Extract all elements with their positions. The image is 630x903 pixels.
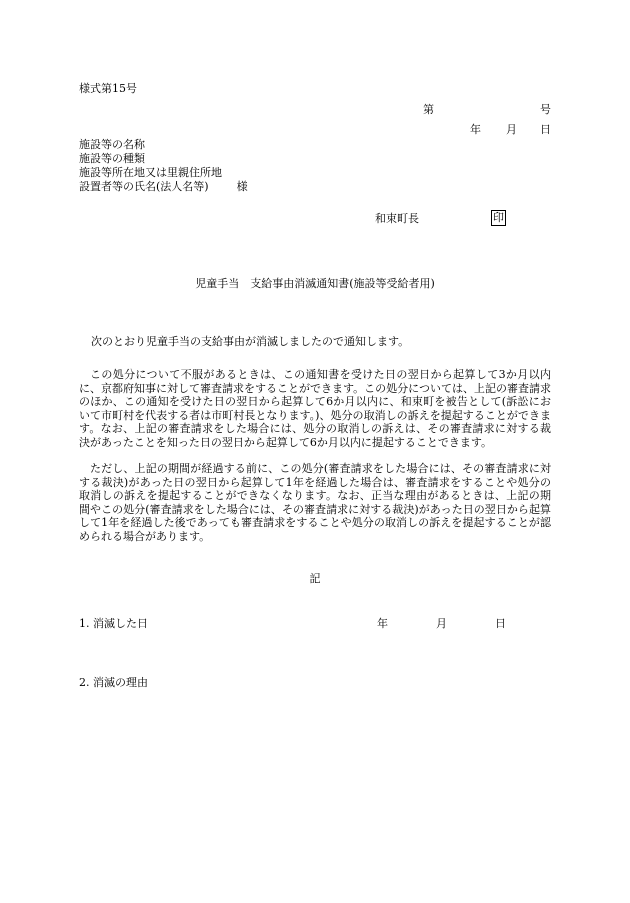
facility-name-label: 施設等の名称 bbox=[79, 138, 145, 151]
honorific: 様 bbox=[236, 180, 248, 193]
date-month-label: 月 bbox=[506, 123, 517, 136]
date-day-label: 日 bbox=[540, 123, 551, 136]
founder-line bbox=[79, 180, 248, 194]
appeal-paragraph-2: ただし、上記の期間が経過する前に、この処分(審査請求をした場合には、その審査請求に対する裁決)があった日の翌日から起算して1年を経過した場合は、審査請求をすることや処分の取消しの訴えを提起することができなくなります。なお、正当な理由があるときは、上記の期間やこの処分(審査請求をした場合には、その審査請求に対する裁決)があった日の翌日から起算して1年を経過した後であっても審査請求をすることや処分の取消しの訴えを提起することが認められる場合があります。 bbox=[79, 462, 551, 543]
item1-year-label: 年 bbox=[377, 617, 388, 630]
facility-address-label: 施設等所在地又は里親住所地 bbox=[79, 166, 222, 179]
doc-number-prefix: 第 bbox=[423, 103, 434, 116]
addressee-block bbox=[79, 138, 248, 194]
facility-type-label: 施設等の種類 bbox=[79, 152, 145, 165]
date-year-label: 年 bbox=[470, 123, 481, 136]
issuer-name: 和束町長 bbox=[375, 212, 419, 225]
seal-mark: 印 bbox=[493, 211, 504, 224]
item1-day-label: 日 bbox=[495, 617, 506, 630]
appeal-paragraph-1: この処分について不服があるときは、この通知書を受けた日の翌日から起算して3か月以内に、京都府知事に対して審査請求をすることができます。この処分については、上記の審査請求のほか、この通知を受けた日の翌日から起算して6か月以内に、和束町を被告として(訴訟において市町村を代表する者は市町村長となります。)、処分の取消しの訴えを提起することができます。なお、上記の審査請求をした場合には、処分の取消しの訴えは、その審査請求に対する裁決があったことを知った日の翌日から起算して6か月以内に提起することできます。 bbox=[79, 368, 551, 449]
doc-number-suffix: 号 bbox=[540, 103, 551, 116]
item1-month-label: 月 bbox=[436, 617, 447, 630]
founder-name-label: 設置者等の氏名(法人名等) bbox=[79, 180, 209, 193]
item-extinguished-reason-label: 2. 消滅の理由 bbox=[79, 676, 148, 689]
document-title: 児童手当 支給事由消滅通知書(施設等受給者用) bbox=[195, 277, 435, 290]
intro-text: 次のとおり児童手当の支給事由が消滅しましたので通知します。 bbox=[91, 335, 410, 348]
ki-heading: 記 bbox=[309, 572, 321, 585]
item-extinguished-date-label: 1. 消滅した日 bbox=[79, 617, 148, 630]
form-number: 様式第15号 bbox=[79, 82, 137, 95]
